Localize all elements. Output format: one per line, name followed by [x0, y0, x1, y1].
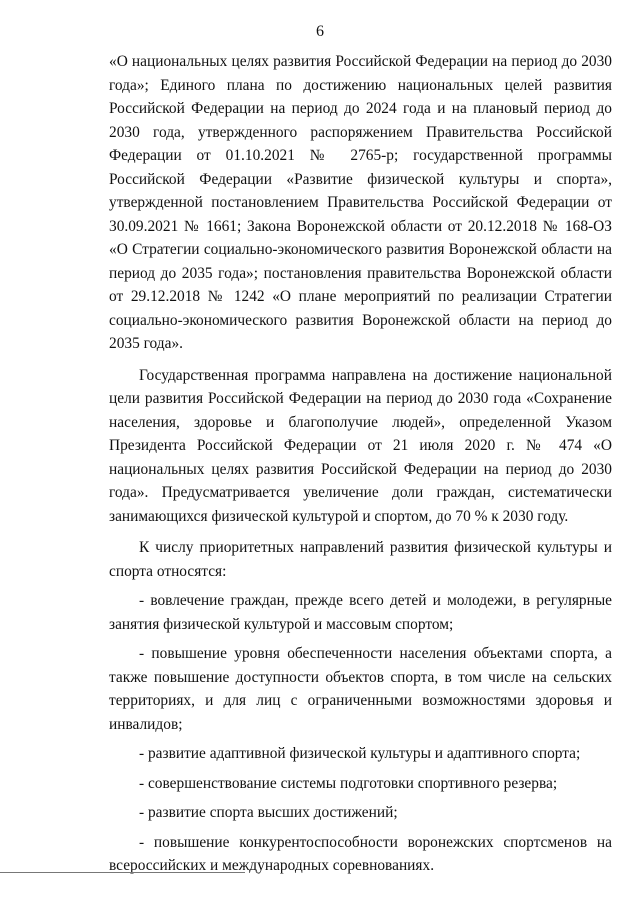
scan-edge-line	[0, 872, 245, 873]
page-number: 6	[316, 23, 324, 40]
paragraph-priorities-intro: К числу приоритетных направлений развития физической культуры и спорта относятся:	[109, 539, 612, 580]
list-item: - развитие адаптивной физической культуры и адаптивного спорта;	[139, 745, 581, 762]
list-item: - развитие спорта высших достижений;	[139, 804, 398, 821]
list-item: - повышение конкурентоспособности воронежских спортсменов на всероссийских и международных соревнованиях.	[109, 833, 612, 874]
priority-list	[109, 589, 612, 878]
list-item: - вовлечение граждан, прежде всего детей и молодежи, в регулярные занятия физической культурой и массовым спортом;	[109, 592, 612, 633]
list-item: - повышение уровня обеспеченности населения объектами спорта, а также повышение доступности объектов спорта, в том числе на сельских территориях, и для лиц с ограниченными возможностями здоровья и инвалидов;	[109, 645, 612, 733]
list-item: - совершенствование системы подготовки спортивного резерва;	[139, 774, 558, 792]
document-body	[109, 50, 612, 884]
paragraph-legal-basis: «О национальных целях развития Российской Федерации на период до 2030 года»; Единого плана по достижению национальных целей развития Российской Федерации на период до 2024 года и на плановый период до 2030 года, утвержденного распоряжением Правительства Российской Федерации от 01.10.2021 № 2765-р; государственной программы Российской Федерации «Развитие физической культуры и спорта», утвержденной постановлением Правительства Российской Федерации от 30.09.2021 № 1661; Закона Воронежской области от 20.12.2018 № 168-ОЗ «О Стратегии социально-экономического развития Воронежской области на период до 2035 года»; постановления правительства Воронежской области от 29.12.2018 № 1242 «О плане мероприятий по реализации Стратегии социально-экономического развития Воронежской области на период до 2035 года».	[109, 53, 612, 352]
paragraph-program-goal: Государственная программа направлена на достижение национальной цели развития Российской Федерации на период до 2030 года «Сохранение населения, здоровье и благополучие людей», определенной Указом Президента Российской Федерации от 21 июля 2020 г. № 474 «О национальных целях развития Российской Федерации на период до 2030 года». Предусматривается увеличение доли граждан, систематически занимающихся физической культурой и спортом, до 70 % к 2030 году.	[109, 366, 612, 525]
